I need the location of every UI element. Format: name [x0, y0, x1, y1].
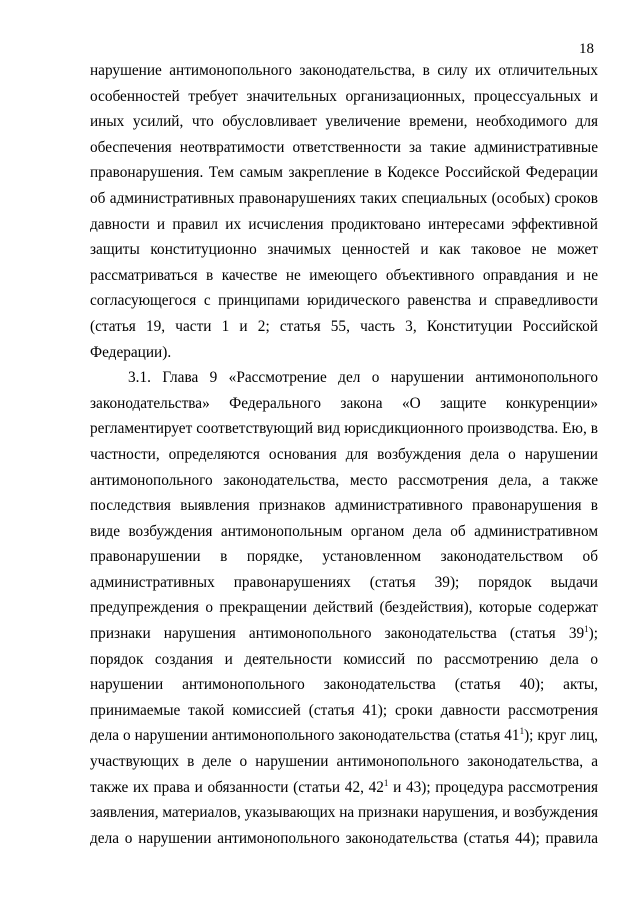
text-fragment: ); круг лиц, — [524, 727, 598, 745]
text-line: особенностей требует значительных организационных, процессуальных и — [90, 87, 598, 105]
text-line: (статья 19, части 1 и 2; статья 55, часть 3, Конституции Российской — [90, 317, 598, 335]
text-line: согласующегося с принципами юридического равенства и справедливости — [90, 292, 598, 310]
text-line: последствия выявления признаков административного правонарушения в — [90, 497, 598, 515]
text-fragment: дела о нарушении антимонопольного законодательства (статья 41 — [90, 727, 520, 745]
text-line: об административных правонарушениях таких специальных (особых) сроков — [90, 189, 598, 207]
text-line: рассматриваться в качестве не имеющего объективного оправдания и не — [90, 266, 598, 284]
text-line: правонарушении в порядке, установленном законодательством об — [90, 548, 598, 566]
text-line: обеспечения неотвратимости ответственности за такие административные — [90, 138, 598, 156]
paragraph-continuation — [90, 58, 598, 365]
text-line: законодательства» Федерального закона «О защите конкуренции» — [90, 394, 598, 412]
text-line: давности и правил их исчисления продиктовано интересами эффективной — [90, 215, 598, 233]
text-line: 3.1. Глава 9 «Рассмотрение дел о нарушении антимонопольного — [128, 369, 598, 387]
text-line: частности, определяются основания для возбуждения дела о нарушении — [90, 445, 598, 463]
text-fragment: также их права и обязанности (статьи 42, 42 — [90, 778, 384, 796]
text-line: защиты конституционно значимых ценностей и как таковое не может — [90, 241, 598, 259]
text-line: правонарушения. Тем самым закрепление в Кодексе Российской Федерации — [90, 164, 598, 182]
text-line — [90, 775, 598, 801]
text-line: регламентирует соответствующий вид юрисдикционного производства. Ею, в — [90, 420, 598, 438]
text-fragment: и 43); процедура рассмотрения — [388, 778, 598, 796]
text-line: предупреждения о прекращении действий (бездействия), которые содержат — [90, 599, 598, 617]
paragraph-section-3-1 — [90, 365, 598, 851]
text-line: Федерации). — [90, 343, 172, 361]
text-fragment: ); — [588, 625, 598, 643]
page-number: 18 — [579, 41, 594, 57]
text-line: иных усилий, что обусловливает увеличение времени, необходимого для — [90, 113, 598, 131]
text-line: антимонопольного законодательства, место рассмотрения дела, а также — [90, 471, 598, 489]
text-line — [90, 723, 598, 749]
text-line: порядок создания и деятельности комиссий по рассмотрению дела о — [90, 650, 598, 668]
text-line: административных правонарушениях (статья 39); порядок выдачи — [90, 573, 598, 591]
text-line: нарушение антимонопольного законодательства, в силу их отличительных — [90, 62, 598, 79]
text-line: участвующих в деле о нарушении антимонопольного законодательства, а — [90, 753, 598, 771]
text-line: нарушении антимонопольного законодательства (статья 40); акты, — [90, 676, 598, 694]
text-line: виде возбуждения антимонопольным органом дела об административном — [90, 522, 598, 540]
superscript: 1 — [383, 777, 389, 788]
text-line — [90, 621, 598, 647]
text-line: дела о нарушении антимонопольного законодательства (статья 44); правила — [90, 829, 598, 847]
text-line: принимаемые такой комиссией (статья 41); сроки давности рассмотрения — [90, 701, 598, 719]
document-body — [90, 58, 598, 851]
superscript: 1 — [519, 726, 525, 737]
text-line: заявления, материалов, указывающих на признаки нарушения, и возбуждения — [90, 804, 598, 822]
text-fragment: признаки нарушения антимонопольного законодательства (статья 39 — [90, 625, 585, 643]
superscript: 1 — [584, 624, 589, 635]
